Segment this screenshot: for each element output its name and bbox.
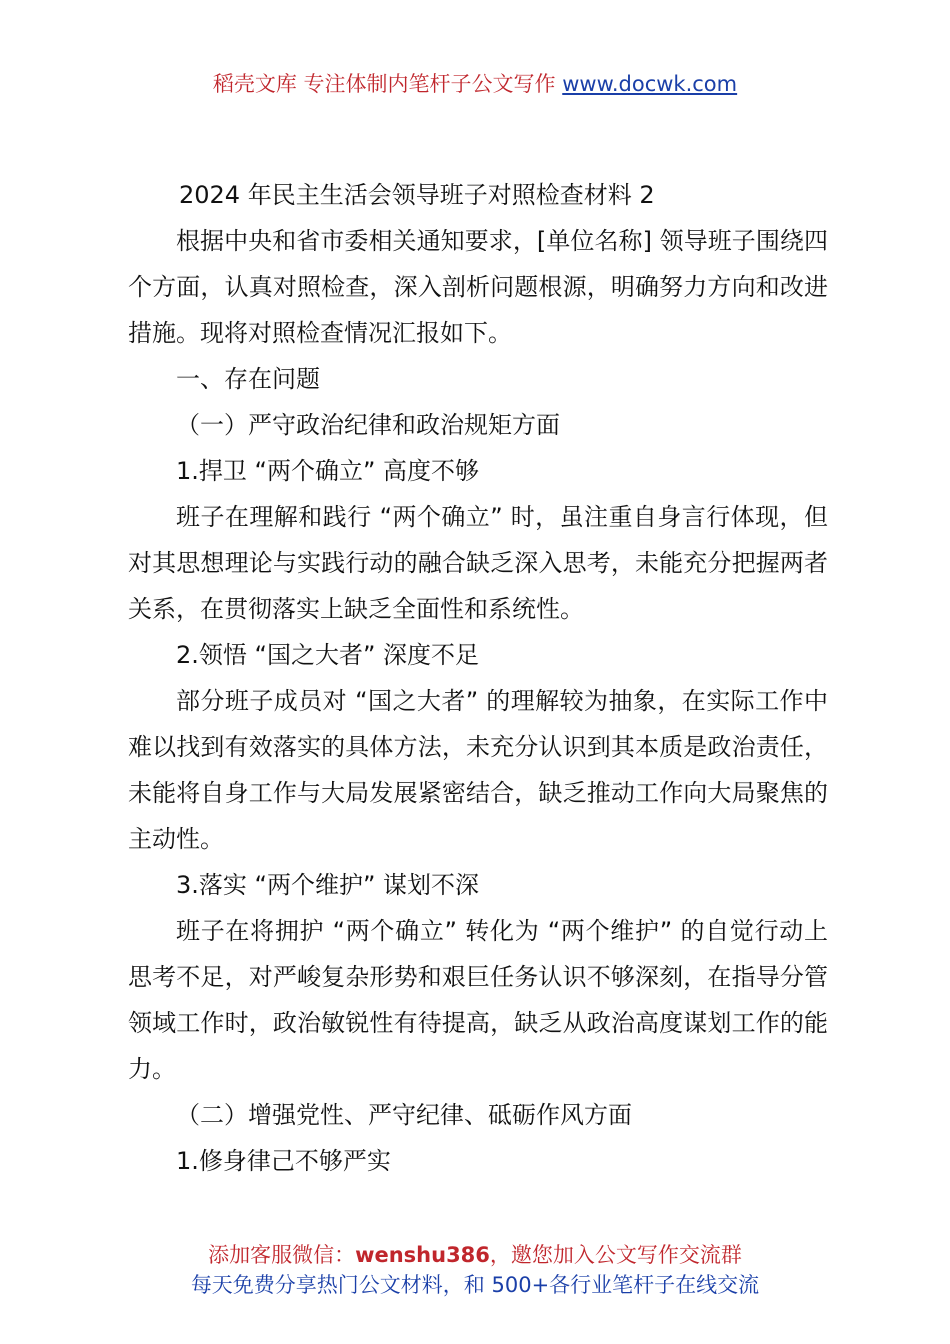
- paragraph-intro: 根据中央和省市委相关通知要求，[单位名称] 领导班子围绕四个方面，认真对照检查，深入剖析问题根源，明确努力方向和改进措施。现将对照检查情况汇报如下。: [128, 227, 828, 347]
- subsection-heading: （二）增强党性、严守纪律、砥砺作风方面: [176, 1101, 632, 1129]
- document-title: 2024 年民主生活会领导班子对照检查材料 2: [179, 181, 655, 209]
- item-heading: 1.修身律己不够严实: [176, 1147, 391, 1175]
- header-url-link[interactable]: www.docwk.com: [562, 72, 738, 96]
- page-footer: [0, 1240, 950, 1300]
- paragraph: 部分班子成员对 “国之大者” 的理解较为抽象，在实际工作中难以找到有效落实的具体方法，未充分认识到其本质是政治责任，未能将自身工作与大局发展紧密结合，缺乏推动工作向大局聚焦的主动性。: [128, 687, 828, 853]
- document-body: [128, 172, 828, 1184]
- item-heading: 3.落实 “两个维护” 谋划不深: [176, 871, 480, 899]
- footer-wechat-id: wenshu386: [355, 1243, 490, 1267]
- item-heading: 2.领悟 “国之大者” 深度不足: [176, 641, 480, 669]
- paragraph: 班子在将拥护 “两个确立” 转化为 “两个维护” 的自觉行动上思考不足，对严峻复杂形势和艰巨任务认识不够深刻，在指导分管领域工作时，政治敏锐性有待提高，缺乏从政治高度谋划工作的能力。: [128, 917, 828, 1083]
- footer-contact-line: [0, 1240, 950, 1270]
- footer-contact-prefix: 添加客服微信：: [208, 1243, 356, 1267]
- paragraph: 班子在理解和践行 “两个确立” 时，虽注重自身言行体现，但对其思想理论与实践行动的融合缺乏深入思考，未能充分把握两者关系，在贯彻落实上缺乏全面性和系统性。: [128, 503, 828, 623]
- page-header: [0, 68, 950, 100]
- item-heading: 1.捍卫 “两个确立” 高度不够: [176, 457, 480, 485]
- footer-contact-suffix: ，邀您加入公文写作交流群: [489, 1243, 742, 1267]
- section-heading: 一、存在问题: [176, 365, 320, 393]
- subsection-heading: （一）严守政治纪律和政治规矩方面: [176, 411, 560, 439]
- header-brand: 稻壳文库 专注体制内笔杆子公文写作: [212, 72, 556, 96]
- footer-promo-line: 每天免费分享热门公文材料，和 500+各行业笔杆子在线交流: [190, 1273, 760, 1297]
